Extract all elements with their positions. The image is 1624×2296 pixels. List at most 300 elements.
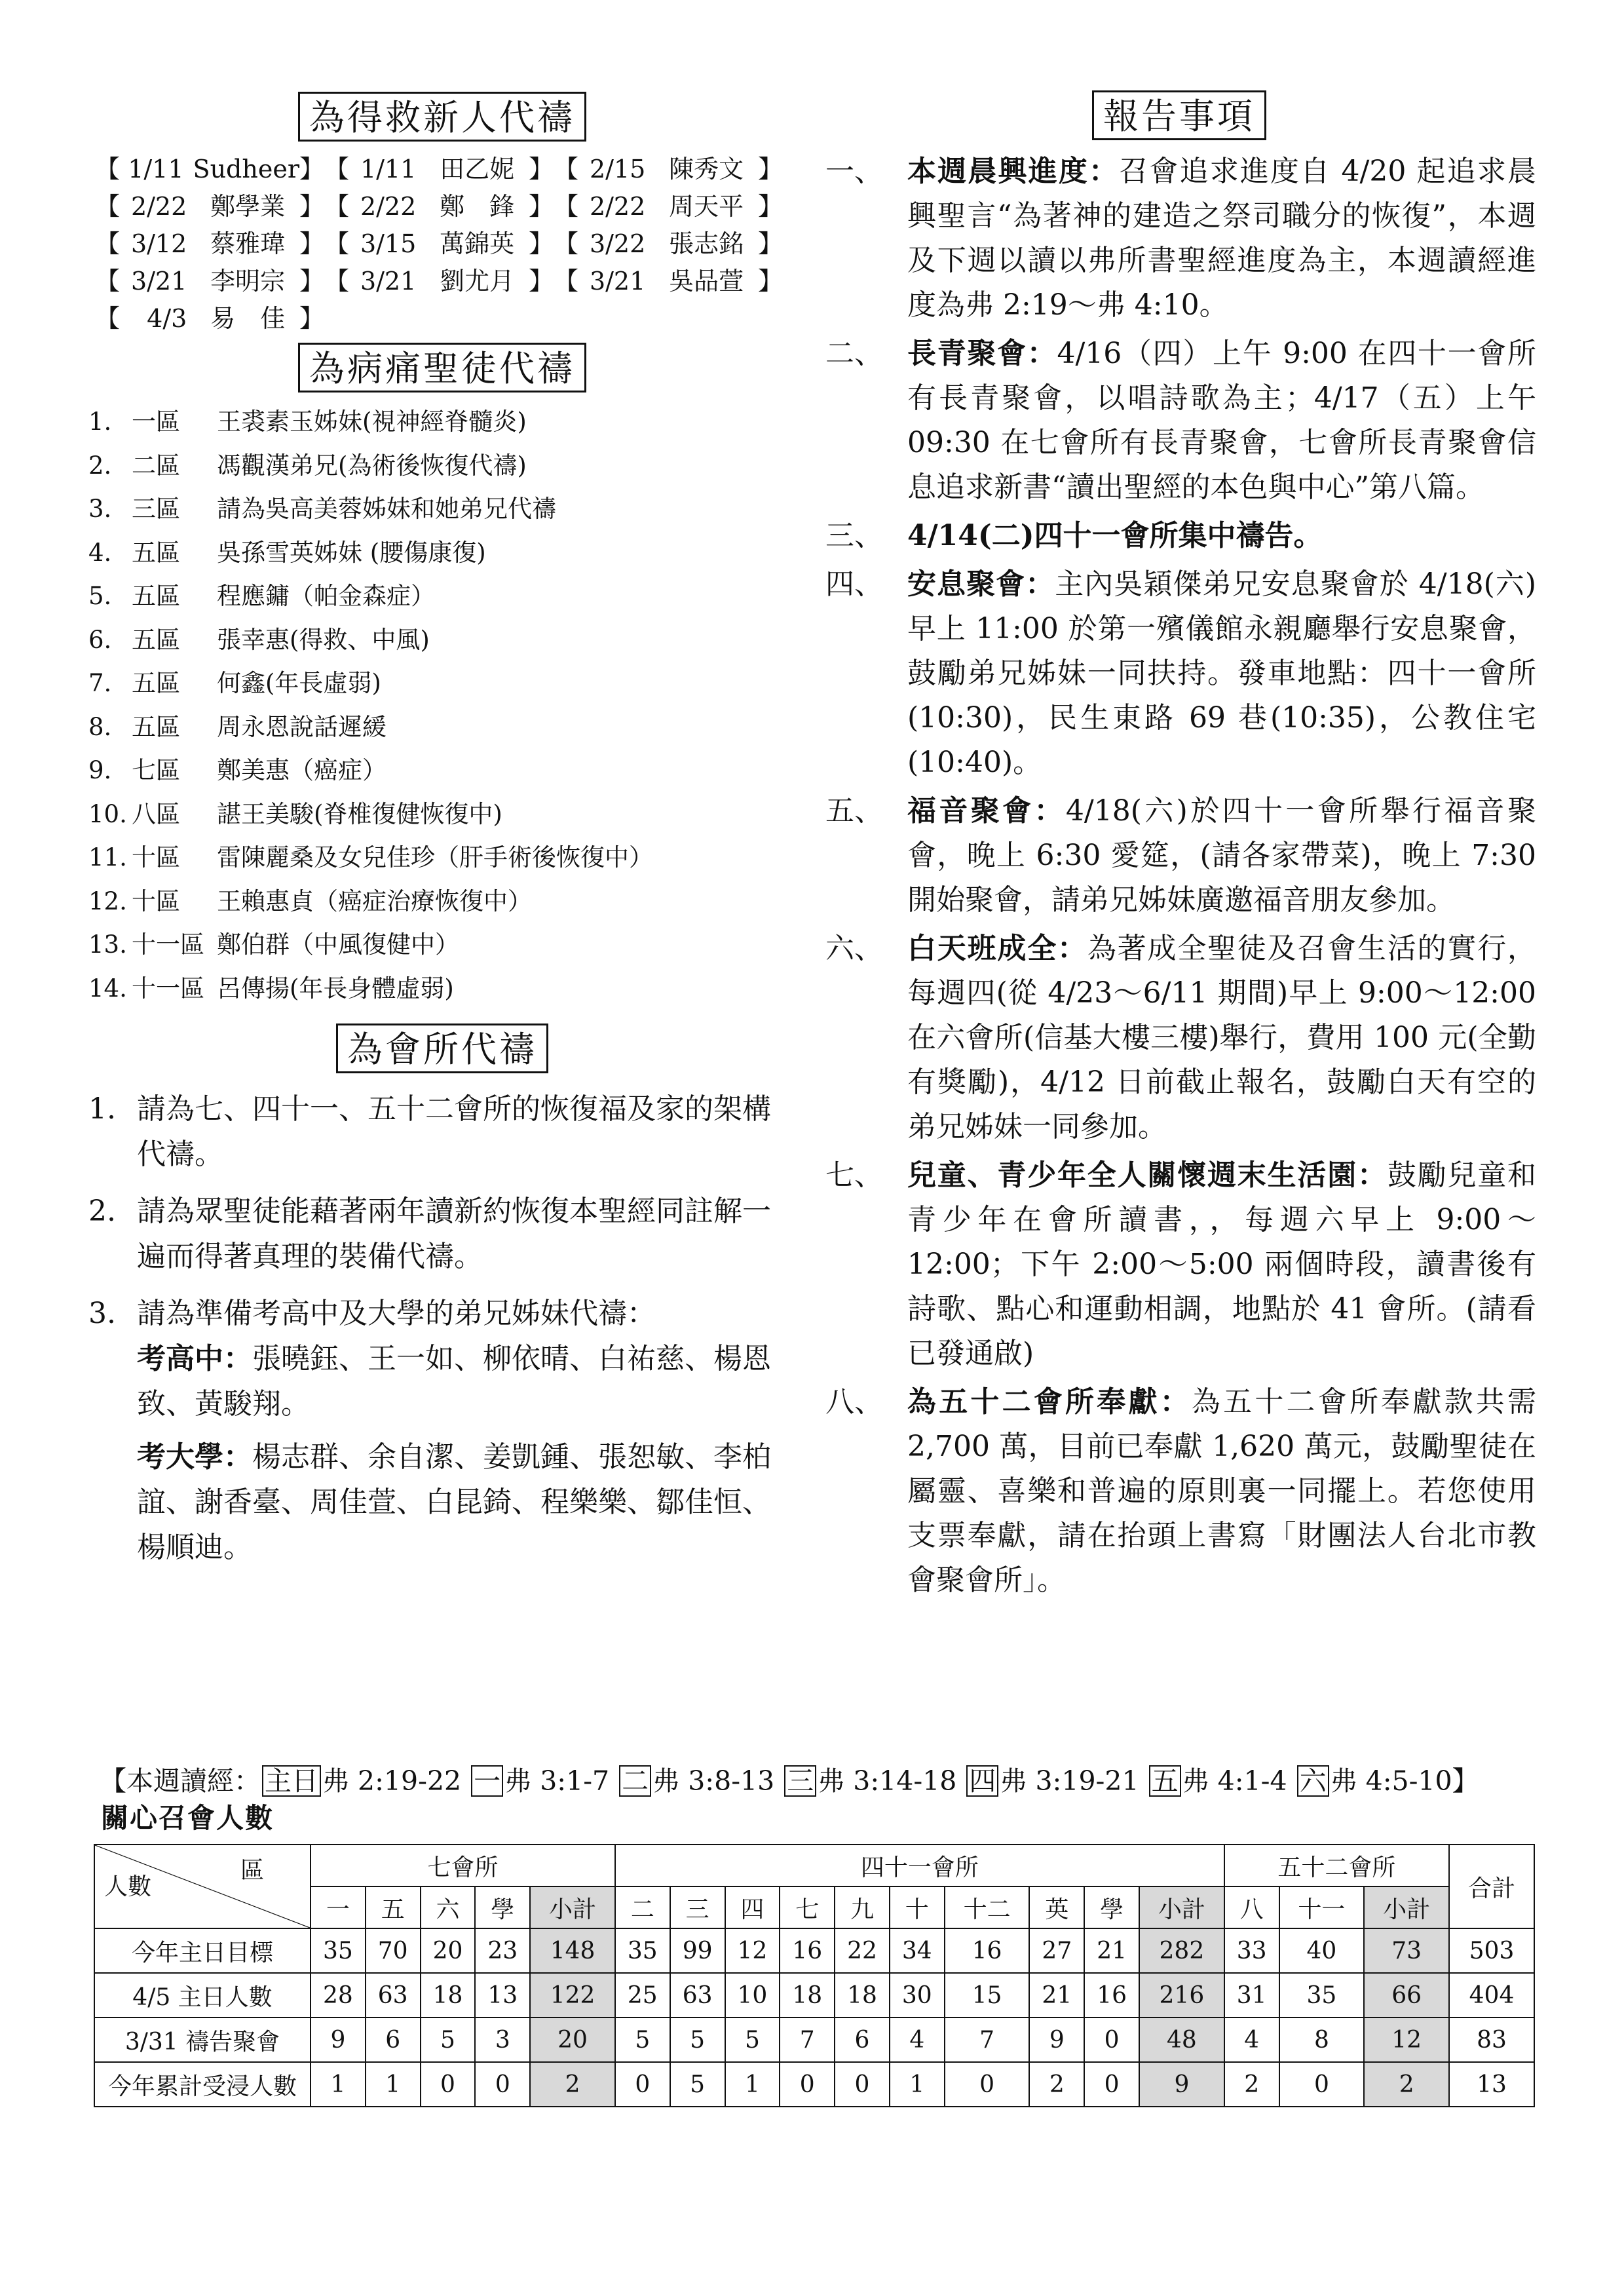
table-cell: 5 xyxy=(725,2018,780,2062)
corner-count-label: 人數 xyxy=(104,1873,152,1900)
attendance-table xyxy=(94,1844,1535,2107)
table-cell: 18 xyxy=(421,1973,476,2018)
weekly-reading xyxy=(100,1763,1541,1799)
sick-item-text: 請為吳高美蓉姊妹和她弟兄代禱 xyxy=(217,495,556,523)
salvation-name: 李明宗 xyxy=(210,267,286,296)
table-cell: 70 xyxy=(366,1928,421,1973)
sick-item-text: 張幸惠(得救、中風) xyxy=(217,625,430,654)
table-cell: 0 xyxy=(1084,2018,1139,2062)
salvation-entry xyxy=(324,151,554,188)
subtotal-cell: 66 xyxy=(1364,1973,1449,2018)
salvation-date: 2/22 xyxy=(589,192,646,221)
report-item-text xyxy=(907,1380,1536,1603)
sick-item-region: 一區 xyxy=(132,408,180,436)
sick-item-text: 鄭美惠（癌症） xyxy=(217,756,387,784)
sick-item xyxy=(88,880,796,924)
sick-item-region: 十區 xyxy=(132,887,180,915)
table-header-row xyxy=(94,1845,1534,1886)
district-header: 七 xyxy=(780,1886,835,1928)
weekly-suffix: 】 xyxy=(1452,1765,1479,1797)
sick-item-number: 11. xyxy=(88,843,127,871)
table-cell: 35 xyxy=(615,1928,670,1973)
row-label: 今年主日目標 xyxy=(94,1928,311,1973)
report-item-number: 三、 xyxy=(825,519,883,552)
sick-title: 為病痛聖徒代禱 xyxy=(298,343,586,392)
sick-item-region: 三區 xyxy=(132,495,180,523)
table-corner-cell xyxy=(94,1845,311,1928)
district-header: 五 xyxy=(366,1886,421,1928)
report-item-body: 主內吳穎傑弟兄安息聚會於 4/18(六)早上 11:00 於第一殯儀館永親廳舉行安息聚會，鼓勵弟兄姊妹一同扶持。發車地點：四十一會所(10:30)，民生東路 69 巷(10:35)，公教住宅(10:40)。 xyxy=(907,567,1536,779)
table-cell: 15 xyxy=(945,1973,1030,2018)
corner-region-label: 區 xyxy=(240,1857,264,1884)
table-cell: 8 xyxy=(1279,2018,1365,2062)
bracket-open: 【 xyxy=(324,267,350,296)
sick-item-number: 3. xyxy=(88,495,112,523)
table-cell: 21 xyxy=(1084,1928,1139,1973)
report-title: 報告事項 xyxy=(1092,90,1266,140)
table-cell: 18 xyxy=(835,1973,890,2018)
table-cell: 35 xyxy=(311,1928,366,1973)
bracket-open: 【 xyxy=(554,192,579,221)
district-header: 學 xyxy=(475,1886,530,1928)
subtotal-cell: 20 xyxy=(530,2018,615,2062)
sick-item-number: 2. xyxy=(88,451,112,480)
table-cell: 5 xyxy=(670,2062,725,2107)
table-cell: 23 xyxy=(475,1928,530,1973)
salvation-entry xyxy=(324,225,554,263)
table-cell: 21 xyxy=(1029,1973,1084,2018)
salvation-date: 3/12 xyxy=(130,229,187,258)
group-header: 四十一會所 xyxy=(615,1845,1224,1886)
salvation-name: 周天平 xyxy=(669,192,744,221)
subtotal-cell: 216 xyxy=(1139,1973,1224,2018)
report-item xyxy=(822,514,1536,558)
sick-item-region: 五區 xyxy=(132,625,180,654)
sick-item-number: 12. xyxy=(88,887,127,915)
salvation-title: 為得救新人代禱 xyxy=(298,92,586,142)
table-cell: 1 xyxy=(311,2062,366,2107)
sick-item-text: 鄭伯群（中風復健中） xyxy=(217,930,459,959)
table-cell: 6 xyxy=(366,2018,421,2062)
total-cell: 13 xyxy=(1449,2062,1534,2107)
bracket-close: 】 xyxy=(757,192,783,221)
table-cell: 2 xyxy=(1224,2062,1279,2107)
hall-title: 為會所代禱 xyxy=(336,1024,548,1073)
table-cell: 0 xyxy=(421,2062,476,2107)
salvation-date: 2/22 xyxy=(360,192,417,221)
table-cell: 1 xyxy=(890,2062,945,2107)
total-cell: 404 xyxy=(1449,1973,1534,2018)
table-row xyxy=(94,1928,1534,1973)
sick-item-text: 何鑫(年長虛弱) xyxy=(217,669,381,697)
subtotal-cell: 282 xyxy=(1139,1928,1224,1973)
table-cell: 9 xyxy=(311,2018,366,2062)
report-item-heading: 福音聚會： xyxy=(907,794,1066,828)
bracket-open: 【 xyxy=(554,267,579,296)
weekly-day-box: 三 xyxy=(784,1765,816,1797)
total-cell: 503 xyxy=(1449,1928,1534,1973)
report-item-body: 為著成全聖徒及召會生活的實行，每週四(從 4/23～6/11 期間)早上 9:00～12:00 在六會所(信基大樓三樓)舉行，費用 100 元(全勤有獎勵)，4/12 日前截止報名，鼓勵白天有空的弟兄姊妹一同參加。 xyxy=(907,932,1537,1143)
sick-item xyxy=(88,444,796,488)
bracket-close: 】 xyxy=(528,192,554,221)
salvation-row xyxy=(95,263,796,300)
report-item xyxy=(822,927,1536,1149)
weekly-day-box: 五 xyxy=(1149,1765,1181,1797)
subtotal-header: 小計 xyxy=(1364,1886,1449,1928)
group-header: 五十二會所 xyxy=(1224,1845,1449,1886)
salvation-name: 吳品萱 xyxy=(669,267,744,296)
table-cell: 40 xyxy=(1279,1928,1365,1973)
weekly-day-box: 一 xyxy=(471,1765,503,1797)
sick-item-number: 1. xyxy=(88,408,112,436)
bracket-open: 【 xyxy=(324,192,350,221)
sick-item xyxy=(88,923,796,967)
salvation-name: 田乙妮 xyxy=(440,155,515,183)
weekly-day-ref: 弗 3:19-21 xyxy=(1000,1765,1148,1797)
report-item-body: 鼓勵兒童和青少年在會所讀書，，每週六早上 9:00～12:00；下午 2:00～5:00 兩個時段，讀書後有詩歌、點心和運動相調，地點於 41 會所。(請看已發通啟) xyxy=(907,1158,1537,1370)
report-item xyxy=(822,789,1536,923)
report-item-text xyxy=(907,149,1536,328)
sick-item-number: 14. xyxy=(88,974,127,1003)
district-header: 八 xyxy=(1224,1886,1279,1928)
table-cell: 33 xyxy=(1224,1928,1279,1973)
table-cell: 30 xyxy=(890,1973,945,2018)
report-item-number: 八、 xyxy=(825,1385,883,1419)
subtotal-header: 小計 xyxy=(530,1886,615,1928)
bracket-open: 【 xyxy=(95,155,121,183)
sick-item-text: 程應鏞（帕金森症） xyxy=(217,582,435,610)
table-cell: 3 xyxy=(475,2018,530,2062)
sick-item xyxy=(88,967,796,1011)
district-header: 四 xyxy=(725,1886,780,1928)
report-item-body: 4/18(六)於四十一會所舉行福音聚會，晚上 6:30 愛筵，(請各家帶菜)，晚上 7:30 開始聚會，請弟兄姊妹廣邀福音朋友參加。 xyxy=(907,794,1536,917)
hall-item: 1. 請為七、四十一、五十二會所的恢復福及家的架構代禱。 xyxy=(88,1092,771,1171)
table-cell: 1 xyxy=(725,2062,780,2107)
right-column xyxy=(822,92,1536,1607)
report-item-text xyxy=(907,332,1536,510)
report-item-number: 四、 xyxy=(825,567,883,601)
table-row xyxy=(94,1973,1534,2018)
exam-univ xyxy=(88,1434,796,1570)
district-header: 學 xyxy=(1084,1886,1139,1928)
row-label: 今年累計受浸人數 xyxy=(94,2062,311,2107)
table-cell: 99 xyxy=(670,1928,725,1973)
salvation-date: 1/11 xyxy=(128,155,184,183)
salvation-name: 張志銘 xyxy=(669,229,744,258)
district-header: 三 xyxy=(670,1886,725,1928)
salvation-name: 蔡雅瑋 xyxy=(210,229,286,258)
sick-item-region: 十一區 xyxy=(132,974,204,1003)
bracket-close: 】 xyxy=(299,155,324,183)
total-cell: 83 xyxy=(1449,2018,1534,2062)
table-cell: 6 xyxy=(835,2018,890,2062)
table-cell: 0 xyxy=(615,2062,670,2107)
salvation-date: 3/21 xyxy=(130,267,187,296)
exam-univ-label: 考大學： xyxy=(137,1440,252,1474)
sick-item-text: 王裘素玉姊妹(視神經脊髓炎) xyxy=(217,408,527,436)
report-item-heading: 白天班成全： xyxy=(907,932,1087,965)
sick-item-text: 馮觀漢弟兄(為術後恢復代禱) xyxy=(217,451,527,480)
table-cell: 22 xyxy=(835,1928,890,1973)
sick-item xyxy=(88,836,796,880)
sick-item-region: 五區 xyxy=(132,538,180,567)
table-cell: 25 xyxy=(615,1973,670,2018)
table-cell: 0 xyxy=(945,2062,1030,2107)
table-cell: 10 xyxy=(725,1973,780,2018)
table-cell: 28 xyxy=(311,1973,366,2018)
sick-list xyxy=(88,400,796,1010)
bracket-open: 【 xyxy=(95,304,121,333)
table-cell: 20 xyxy=(421,1928,476,1973)
bracket-open: 【 xyxy=(95,192,121,221)
salvation-date: 4/3 xyxy=(147,304,187,333)
table-cell: 1 xyxy=(366,2062,421,2107)
salvation-entry xyxy=(324,188,554,225)
weekly-day-box: 主日 xyxy=(262,1765,321,1797)
bracket-close: 】 xyxy=(299,229,324,258)
sick-item-region: 十一區 xyxy=(132,930,204,959)
sick-item-region: 五區 xyxy=(132,669,180,697)
weekly-day-box: 四 xyxy=(966,1765,998,1797)
subtotal-cell: 48 xyxy=(1139,2018,1224,2062)
subtotal-cell: 12 xyxy=(1364,2018,1449,2062)
subtotal-cell: 2 xyxy=(530,2062,615,2107)
salvation-list xyxy=(95,151,796,337)
hall-list xyxy=(88,1086,796,1570)
salvation-date: 3/15 xyxy=(360,229,417,258)
bracket-close: 】 xyxy=(528,267,554,296)
salvation-entry xyxy=(554,263,783,300)
weekly-day-ref: 弗 4:1-4 xyxy=(1182,1765,1296,1797)
table-cell: 4 xyxy=(890,2018,945,2062)
weekly-day-ref: 弗 3:8-13 xyxy=(652,1765,784,1797)
table-cell: 7 xyxy=(945,2018,1030,2062)
table-cell: 12 xyxy=(725,1928,780,1973)
table-cell: 0 xyxy=(835,2062,890,2107)
table-cell: 16 xyxy=(1084,1973,1139,2018)
bracket-close: 】 xyxy=(757,267,783,296)
table-cell: 63 xyxy=(670,1973,725,2018)
group-header: 七會所 xyxy=(311,1845,615,1886)
exam-high xyxy=(88,1336,796,1426)
bracket-close: 】 xyxy=(757,155,783,183)
sick-item xyxy=(88,793,796,837)
salvation-date: 2/22 xyxy=(130,192,187,221)
sick-item-number: 13. xyxy=(88,930,127,959)
sick-item xyxy=(88,749,796,793)
table-cell: 13 xyxy=(475,1973,530,2018)
salvation-name: 鄭 鋒 xyxy=(440,192,515,221)
weekly-day-ref: 弗 4:5-10 xyxy=(1330,1765,1452,1797)
sick-item-region: 七區 xyxy=(132,756,180,784)
table-cell: 5 xyxy=(421,2018,476,2062)
salvation-date: 1/11 xyxy=(360,155,417,183)
sick-item-region: 五區 xyxy=(132,582,180,610)
district-header: 六 xyxy=(421,1886,476,1928)
district-header: 十二 xyxy=(945,1886,1030,1928)
salvation-date: 3/21 xyxy=(360,267,417,296)
table-cell: 9 xyxy=(1029,2018,1084,2062)
report-item-number: 六、 xyxy=(825,932,883,965)
bracket-close: 】 xyxy=(299,192,324,221)
row-label: 4/5 主日人數 xyxy=(94,1973,311,2018)
salvation-entry xyxy=(95,188,324,225)
sick-item-text: 雷陳麗桑及女兒佳珍（肝手術後恢復中） xyxy=(217,843,653,871)
sick-item-text: 王賴惠貞（癌症治療恢復中） xyxy=(217,887,532,915)
exam-high-label: 考高中： xyxy=(137,1342,252,1375)
hall-item: 3. 請為準備考高中及大學的弟兄姊妹代禱： xyxy=(88,1297,656,1330)
weekly-day-ref: 弗 2:19-22 xyxy=(322,1765,470,1797)
report-item-body: 召會追求進度自 4/20 起追求晨興聖言“為著神的建造之祭司職分的恢復”，本週及下週以讀以弗所書聖經進度為主，本週讀經進度為弗 2:19～弗 4:10。 xyxy=(907,155,1536,322)
bracket-open: 【 xyxy=(554,155,579,183)
bracket-open: 【 xyxy=(324,155,350,183)
salvation-entry xyxy=(554,188,783,225)
district-header: 十 xyxy=(890,1886,945,1928)
weekly-prefix: 【本週讀經： xyxy=(100,1765,261,1797)
table-cell: 27 xyxy=(1029,1928,1084,1973)
sick-item-region: 五區 xyxy=(132,712,180,741)
salvation-row xyxy=(95,151,796,188)
table-cell: 31 xyxy=(1224,1973,1279,2018)
subtotal-cell: 148 xyxy=(530,1928,615,1973)
bracket-close: 】 xyxy=(299,267,324,296)
sick-item-number: 8. xyxy=(88,712,112,741)
table-cell: 0 xyxy=(1084,2062,1139,2107)
weekly-day-ref: 弗 3:1-7 xyxy=(504,1765,618,1797)
salvation-name: 劉尤月 xyxy=(440,267,515,296)
salvation-entry xyxy=(324,263,554,300)
sick-item xyxy=(88,575,796,619)
sick-item-number: 6. xyxy=(88,625,112,654)
sick-item-region: 八區 xyxy=(132,799,180,828)
table-cell: 63 xyxy=(366,1973,421,2018)
sick-item xyxy=(88,400,796,444)
subtotal-cell: 9 xyxy=(1139,2062,1224,2107)
report-item-number: 一、 xyxy=(825,155,883,188)
exam-univ-names: 楊志群、余自潔、姜凱鍾、張恕敏、李柏誼、謝香臺、周佳萱、白昆錡、程樂樂、鄒佳恒、楊順迪。 xyxy=(137,1440,771,1564)
table-cell: 34 xyxy=(890,1928,945,1973)
report-item xyxy=(822,149,1536,328)
sick-item-number: 9. xyxy=(88,756,112,784)
table-cell: 16 xyxy=(780,1928,835,1973)
report-list xyxy=(822,149,1536,1603)
report-item-text xyxy=(907,1153,1536,1376)
sick-item-number: 4. xyxy=(88,538,112,567)
subtotal-cell: 73 xyxy=(1364,1928,1449,1973)
sick-item-number: 5. xyxy=(88,582,112,610)
report-item-text xyxy=(907,789,1536,923)
report-item-text xyxy=(907,514,1536,558)
weekly-day-ref: 弗 3:14-18 xyxy=(818,1765,966,1797)
sick-item xyxy=(88,706,796,750)
report-item-text xyxy=(907,927,1536,1149)
salvation-entry xyxy=(95,225,324,263)
district-header: 一 xyxy=(311,1886,366,1928)
table-cell: 7 xyxy=(780,2018,835,2062)
sick-item-text: 呂傳揚(年長身體虛弱) xyxy=(217,974,454,1003)
table-cell: 18 xyxy=(780,1973,835,2018)
district-header: 十一 xyxy=(1279,1886,1365,1928)
bracket-open: 【 xyxy=(95,267,121,296)
report-item-heading: 安息聚會： xyxy=(907,567,1055,601)
sick-item-text: 吳孫雪英姊妹 (腰傷康復) xyxy=(217,538,486,567)
sick-item xyxy=(88,488,796,531)
salvation-name: 萬錦英 xyxy=(440,229,515,258)
table-cell: 5 xyxy=(670,2018,725,2062)
bracket-close: 】 xyxy=(528,229,554,258)
sick-item xyxy=(88,531,796,575)
salvation-entry xyxy=(95,151,324,188)
district-header: 二 xyxy=(615,1886,670,1928)
table-cell: 5 xyxy=(615,2018,670,2062)
subtotal-header: 小計 xyxy=(1139,1886,1224,1928)
bracket-open: 【 xyxy=(95,229,121,258)
report-item xyxy=(822,332,1536,510)
salvation-date: 2/15 xyxy=(589,155,646,183)
sick-item-region: 十區 xyxy=(132,843,180,871)
hall-item: 2. 請為眾聖徒能藉著兩年讀新約恢復本聖經同註解一遍而得著真理的裝備代禱。 xyxy=(88,1195,771,1273)
bracket-open: 【 xyxy=(324,229,350,258)
report-item-heading: 本週晨興進度： xyxy=(907,155,1120,188)
salvation-entry xyxy=(554,151,783,188)
report-item xyxy=(822,1153,1536,1376)
report-item xyxy=(822,1380,1536,1603)
salvation-entry xyxy=(95,263,324,300)
sick-item-number: 7. xyxy=(88,669,112,697)
report-item-heading: 長青聚會： xyxy=(907,337,1057,370)
report-item-heading: 4/14(二)四十一會所集中禱告。 xyxy=(907,519,1323,552)
table-cell: 2 xyxy=(1029,2062,1084,2107)
district-header: 英 xyxy=(1029,1886,1084,1928)
subtotal-cell: 2 xyxy=(1364,2062,1449,2107)
salvation-name: 鄭學業 xyxy=(210,192,286,221)
table-cell: 0 xyxy=(1279,2062,1365,2107)
report-item xyxy=(822,562,1536,785)
sick-item-text: 周永恩說話遲緩 xyxy=(217,712,387,741)
district-header: 九 xyxy=(835,1886,890,1928)
report-item-body: 為五十二會所奉獻款共需 2,700 萬，目前已奉獻 1,620 萬元，鼓勵聖徒在屬靈、喜樂和普遍的原則裏一同擺上。若您使用支票奉獻，請在抬頭上書寫「財團法人台北市教會聚會所」。 xyxy=(907,1385,1537,1597)
subtotal-cell: 122 xyxy=(530,1973,615,2018)
sick-item-number: 10. xyxy=(88,799,127,828)
table-row xyxy=(94,2062,1534,2107)
table-cell: 4 xyxy=(1224,2018,1279,2062)
salvation-name: 易 佳 xyxy=(210,304,286,333)
salvation-entry xyxy=(554,225,783,263)
row-label: 3/31 禱告聚會 xyxy=(94,2018,311,2062)
table-row xyxy=(94,2018,1534,2062)
weekly-day-box: 六 xyxy=(1297,1765,1329,1797)
bracket-open: 【 xyxy=(554,229,579,258)
salvation-row xyxy=(95,188,796,225)
salvation-name: 陳秀文 xyxy=(669,155,744,183)
sick-item-region: 二區 xyxy=(132,451,180,480)
bracket-close: 】 xyxy=(528,155,554,183)
salvation-row xyxy=(95,300,796,337)
salvation-name: Sudheer xyxy=(193,155,299,183)
report-item-number: 五、 xyxy=(825,794,883,828)
bracket-close: 】 xyxy=(757,229,783,258)
salvation-date: 3/22 xyxy=(589,229,646,258)
table-cell: 0 xyxy=(780,2062,835,2107)
sick-item-text: 諶王美駿(脊椎復健恢復中) xyxy=(217,799,502,828)
total-header: 合計 xyxy=(1449,1845,1534,1928)
table-cell: 0 xyxy=(475,2062,530,2107)
salvation-date: 3/21 xyxy=(589,267,646,296)
sick-item xyxy=(88,619,796,662)
table-cell: 16 xyxy=(945,1928,1030,1973)
report-item-heading: 為五十二會所奉獻： xyxy=(907,1385,1192,1419)
report-item-number: 二、 xyxy=(825,337,883,370)
